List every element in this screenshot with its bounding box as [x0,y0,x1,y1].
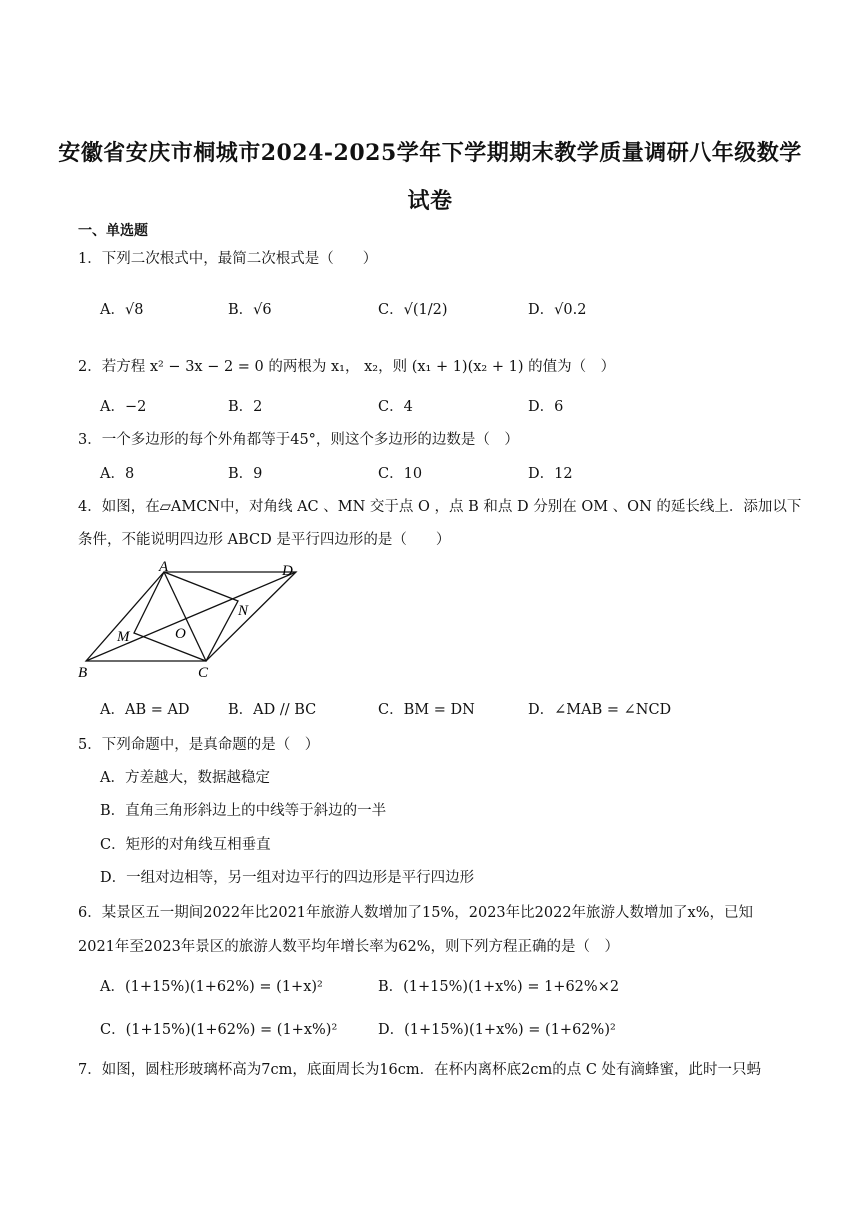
question-6-option-a: A．(1+15%)(1+62%) = (1+x)² [100,979,323,995]
question-3-option-a: A．8 [100,466,135,482]
question-5-stem: 5．下列命题中，是真命题的是（ ） [78,737,320,753]
question-3-option-b: B．9 [228,466,263,482]
question-6-stem-line2: 2021年至2023年景区的旅游人数平均年增长率为62%，则下列方程正确的是（ ） [78,939,620,955]
question-4-option-c: C．BM = DN [378,702,475,718]
question-4-stem-line1: 4．如图，在▱AMCN中，对角线 AC 、MN 交于点 O ，点 B 和点 D 分别在 OM 、ON 的延长线上．添加以下 [78,499,802,515]
label-d: D [282,563,293,579]
label-m: M [117,629,130,645]
label-o: O [175,626,186,642]
question-1-option-d: D．√0.2 [528,302,587,318]
question-1-option-b: B．√6 [228,302,272,318]
question-4-option-b: B．AD // BC [228,702,317,718]
question-4-stem-line2: 条件，不能说明四边形 ABCD 是平行四边形的是（ ） [78,532,451,548]
question-5-option-c: C．矩形的对角线互相垂直 [100,837,271,853]
question-3-option-d: D．12 [528,466,573,482]
question-3-option-c: C．10 [378,466,423,482]
exam-title-line1: 安徽省安庆市桐城市2024-2025学年下学期期末教学质量调研八年级数学 [58,140,802,166]
question-5-option-b: B．直角三角形斜边上的中线等于斜边的一半 [100,803,387,819]
question-2-option-a: A．−2 [100,399,147,415]
question-2-stem: 2．若方程 x² − 3x − 2 = 0 的两根为 x₁， x₂，则 (x₁ + 1)(x₂ + 1) 的值为（ ） [78,359,616,375]
question-5-option-d: D．一组对边相等，另一组对边平行的四边形是平行四边形 [100,870,475,886]
question-2-option-d: D．6 [528,399,564,415]
question-2-option-c: C．4 [378,399,413,415]
label-n: N [238,603,249,619]
question-4-option-a: A．AB = AD [100,702,190,718]
question-2-option-b: B．2 [228,399,263,415]
question-1-option-a: A．√8 [100,302,144,318]
section-heading: 一、单选题 [78,223,148,239]
question-1-stem: 1．下列二次根式中，最简二次根式是（ ） [78,251,378,267]
question-6-option-d: D．(1+15%)(1+x%) = (1+62%)² [378,1022,616,1038]
question-6-option-b: B．(1+15%)(1+x%) = 1+62%×2 [378,979,620,995]
question-3-stem: 3．一个多边形的每个外角都等于45°，则这个多边形的边数是（ ） [78,432,519,448]
label-c: C [198,665,209,681]
question-1-option-c: C．√(1/2) [378,302,448,318]
parallelogram-figure [74,558,314,684]
exam-title-line2: 试卷 [407,188,453,214]
label-a: A [159,559,169,575]
question-6-stem-line1: 6．某景区五一期间2022年比2021年旅游人数增加了15%，2023年比2022年旅游人数增加了x%，已知 [78,905,754,921]
question-4-option-d: D．∠MAB = ∠NCD [528,702,672,718]
question-5-option-a: A．方差越大，数据越稳定 [100,770,270,786]
label-b: B [78,665,88,681]
question-7-stem: 7．如图，圆柱形玻璃杯高为7cm，底面周长为16cm．在杯内离杯底2cm的点 C 处有滴蜂蜜，此时一只蚂 [78,1062,762,1078]
question-6-option-c: C．(1+15%)(1+62%) = (1+x%)² [100,1022,338,1038]
